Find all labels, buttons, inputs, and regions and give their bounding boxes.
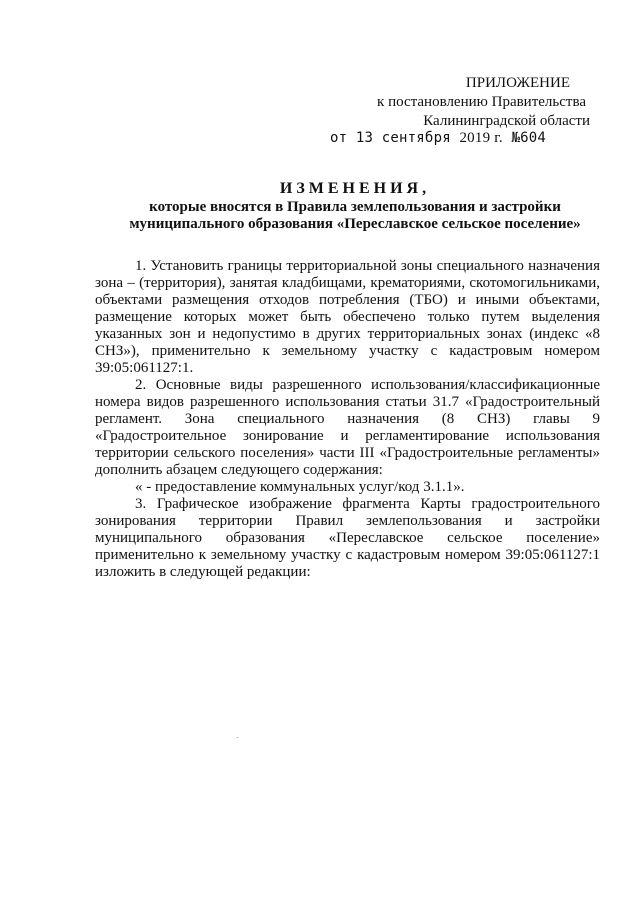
title-line-2: муниципального образования «Переславское сельское поселение» <box>129 216 581 232</box>
document-number: №604 <box>511 130 546 146</box>
date-year: 2019 г. <box>459 130 503 146</box>
paragraph-1: 1. Установить границы территориальной зоны специального назначения зона – (территория), занятая кладбищами, крематориями, скотомогильниками, объектами размещения отходов потребления (ТБО) и иными объектами, размещение которых может быть обеспечено только путем выделения указанных зон и недопустимо в других территориальных зонах (индекс «8 СНЗ»), применительно к земельному участку с кадастровым номером 39:05:061127:1. <box>95 258 600 376</box>
paragraph-quote: « - предоставление коммунальных услуг/код 3.1.1». <box>135 479 465 495</box>
appendix-region-line: Калининградской области <box>423 113 590 129</box>
paragraph-3: 3. Графическое изображение фрагмента Карты градостроительного зонирования территории Правил землепользования и застройки муниципального образования «Переславское сельское поселение» применительно к земельному участку с кадастровым номером 39:05:061127:1 изложить в следующей редакции: <box>95 496 600 580</box>
document-title <box>95 180 615 233</box>
document-body <box>95 258 600 581</box>
title-line-1: которые вносятся в Правила землепользования и застройки <box>149 199 561 215</box>
title-main: ИЗМЕНЕНИЯ, <box>279 180 431 197</box>
appendix-resolution-line: к постановлению Правительства <box>377 94 586 110</box>
appendix-title: ПРИЛОЖЕНИЕ <box>465 75 570 91</box>
date-day-month: 13 сентября <box>355 130 451 146</box>
scan-artifact <box>236 737 239 738</box>
appendix-date-line <box>330 130 546 147</box>
appendix-header <box>330 74 590 131</box>
date-prefix: от <box>330 130 348 146</box>
paragraph-2: 2. Основные виды разрешенного использования/классификационные номера видов разрешенного использования статьи 31.7 «Градостроительный регламент. Зона специального назначения (8 СНЗ) главы 9 «Градостроительное зонирование и регламентирование использования территории сельского поселения» части III «Градостроительные регламенты» дополнить абзацем следующего содержания: <box>95 377 600 478</box>
